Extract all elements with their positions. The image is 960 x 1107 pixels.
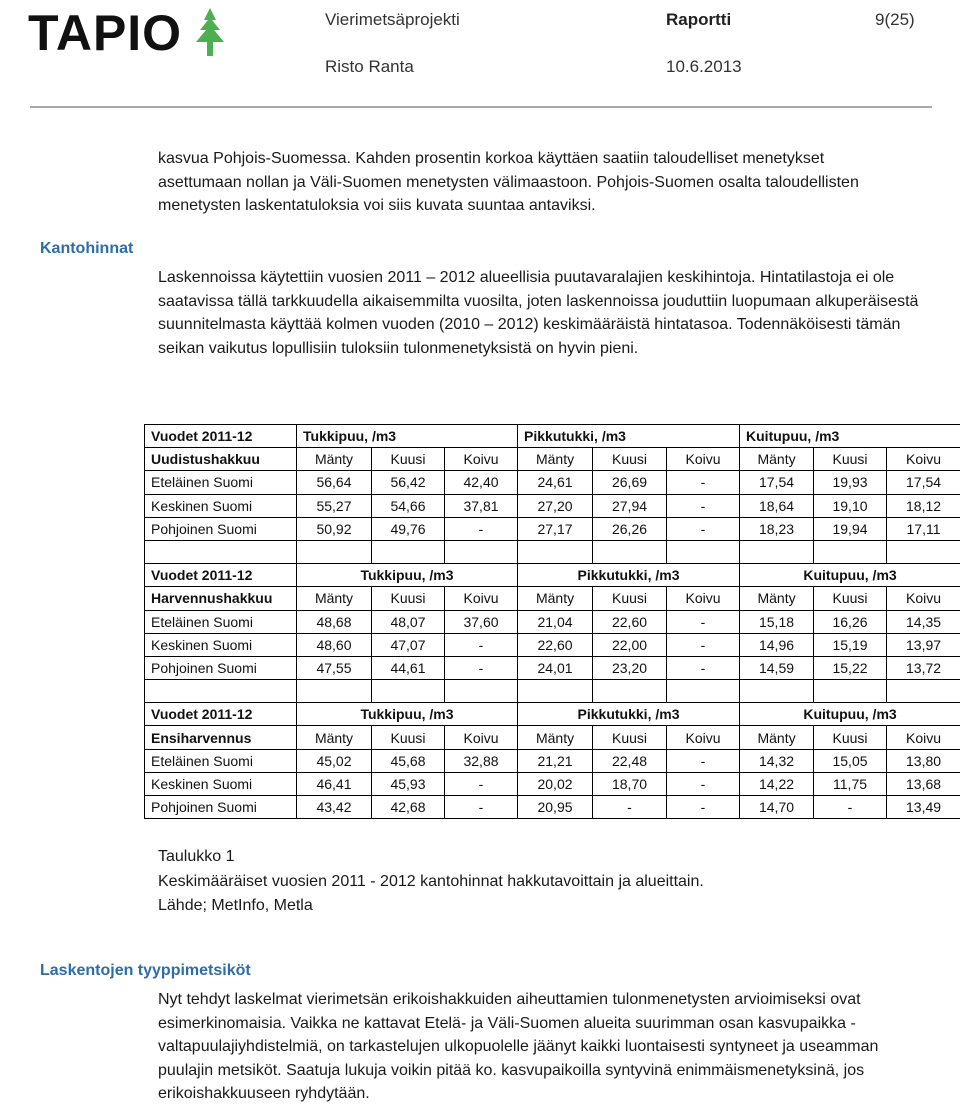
price-cell: 18,70 [593, 772, 667, 795]
year-label: Vuodet 2011-12 [145, 703, 297, 726]
price-cell: 19,94 [814, 517, 887, 540]
price-cell: 45,93 [372, 772, 445, 795]
price-cell: 47,07 [372, 633, 445, 656]
table-year-row [145, 703, 960, 726]
species-header: Kuusi [593, 587, 667, 610]
species-header: Koivu [667, 448, 740, 471]
table-row [145, 494, 960, 517]
species-header: Kuusi [814, 448, 887, 471]
region-cell: Keskinen Suomi [145, 772, 297, 795]
author-name: Risto Ranta [325, 57, 414, 76]
price-cell: 48,68 [297, 610, 372, 633]
price-cell: 14,59 [740, 656, 814, 679]
price-cell: 23,20 [593, 656, 667, 679]
species-header: Kuusi [372, 448, 445, 471]
price-cell: 15,19 [814, 633, 887, 656]
harvest-type-label: Harvennushakkuu [145, 587, 297, 610]
price-cell: 11,75 [814, 772, 887, 795]
price-cell: 15,18 [740, 610, 814, 633]
project-name: Vierimetsäprojekti [325, 10, 460, 29]
price-cell: - [667, 517, 740, 540]
section-heading-tyyppimetsikot: Laskentojen tyyppimetsiköt [40, 962, 251, 979]
region-cell: Keskinen Suomi [145, 494, 297, 517]
harvest-type-label: Uudistushakkuu [145, 448, 297, 471]
group-header: Pikkutukki, /m3 [518, 703, 740, 726]
price-cell: 50,92 [297, 517, 372, 540]
harvest-type-label: Ensiharvennus [145, 726, 297, 749]
species-header: Kuusi [814, 726, 887, 749]
intro-paragraph: kasvua Pohjois-Suomessa. Kahden prosentin korkoa käyttäen saatiin taloudelliset menetykset asettumaan nollan ja Väli-Suomen menetysten välimaastoon. Pohjois-Suomen osalta taloudellisten menetysten laskentatuloksia voi siis kuvata suuntaa antaviksi. [158, 150, 859, 214]
price-cell: 20,95 [518, 796, 593, 819]
price-cell: 13,72 [887, 656, 960, 679]
price-cell: 42,40 [445, 471, 518, 494]
table-caption [158, 845, 704, 919]
species-header: Mänty [518, 726, 593, 749]
price-cell: - [445, 656, 518, 679]
table-year-row [145, 564, 960, 587]
species-header: Koivu [667, 587, 740, 610]
price-cell: 17,54 [740, 471, 814, 494]
price-cell: 19,10 [814, 494, 887, 517]
header-divider [30, 106, 932, 108]
species-header: Koivu [887, 726, 960, 749]
table-row [145, 772, 960, 795]
table-row [145, 633, 960, 656]
price-cell: - [667, 471, 740, 494]
price-cell: 13,80 [887, 749, 960, 772]
table-row [145, 656, 960, 679]
price-cell: 45,02 [297, 749, 372, 772]
region-cell: Pohjoinen Suomi [145, 796, 297, 819]
species-header: Mänty [518, 587, 593, 610]
price-cell: 17,54 [887, 471, 960, 494]
price-cell: - [667, 494, 740, 517]
price-cell: 48,07 [372, 610, 445, 633]
price-cell: 14,35 [887, 610, 960, 633]
species-header: Koivu [445, 448, 518, 471]
table-row [145, 610, 960, 633]
price-cell: 14,96 [740, 633, 814, 656]
price-cell: 27,17 [518, 517, 593, 540]
price-cell: 55,27 [297, 494, 372, 517]
region-cell: Eteläinen Suomi [145, 749, 297, 772]
species-header: Koivu [667, 726, 740, 749]
species-header: Koivu [887, 587, 960, 610]
region-cell: Pohjoinen Suomi [145, 517, 297, 540]
group-header: Kuitupuu, /m3 [740, 564, 960, 587]
region-cell: Eteläinen Suomi [145, 610, 297, 633]
section-heading-kantohinnat: Kantohinnat [40, 240, 134, 257]
price-cell: 37,60 [445, 610, 518, 633]
species-header: Kuusi [814, 587, 887, 610]
species-header: Kuusi [593, 448, 667, 471]
price-cell: 22,60 [518, 633, 593, 656]
price-table [144, 424, 960, 819]
price-cell: - [667, 610, 740, 633]
price-cell: 13,97 [887, 633, 960, 656]
price-cell: 56,42 [372, 471, 445, 494]
species-header: Mänty [297, 448, 372, 471]
price-cell: - [445, 772, 518, 795]
price-cell: 15,05 [814, 749, 887, 772]
report-label: Raportti [666, 10, 732, 29]
price-cell: - [667, 656, 740, 679]
table-row [145, 796, 960, 819]
caption-text: Keskimääräiset vuosien 2011 - 2012 kantohinnat hakkutavoittain ja alueittain. [158, 872, 704, 890]
price-cell: - [667, 796, 740, 819]
caption-source: Lähde; MetInfo, Metla [158, 897, 313, 914]
group-header: Kuitupuu, /m3 [740, 703, 960, 726]
species-header: Mänty [740, 448, 814, 471]
price-cell: - [667, 633, 740, 656]
region-cell: Pohjoinen Suomi [145, 656, 297, 679]
caption-label: Taulukko 1 [158, 848, 235, 865]
logo-text: TAPIO [28, 5, 183, 61]
species-header: Kuusi [372, 587, 445, 610]
price-cell: 20,02 [518, 772, 593, 795]
year-label: Vuodet 2011-12 [145, 564, 297, 587]
price-cell: 48,60 [297, 633, 372, 656]
page-number: 9(25) [875, 10, 915, 29]
price-cell: 37,81 [445, 494, 518, 517]
group-header: Tukkipuu, /m3 [297, 703, 518, 726]
price-cell: 13,68 [887, 772, 960, 795]
price-cell: 26,26 [593, 517, 667, 540]
species-header: Mänty [740, 726, 814, 749]
price-cell: 24,61 [518, 471, 593, 494]
species-header: Mänty [297, 726, 372, 749]
group-header: Kuitupuu, /m3 [740, 425, 960, 448]
group-header: Tukkipuu, /m3 [297, 425, 518, 448]
price-cell: 26,69 [593, 471, 667, 494]
price-cell: 45,68 [372, 749, 445, 772]
price-cell: - [814, 796, 887, 819]
species-header: Mänty [297, 587, 372, 610]
group-header: Tukkipuu, /m3 [297, 564, 518, 587]
price-cell: 49,76 [372, 517, 445, 540]
price-cell: 47,55 [297, 656, 372, 679]
species-header: Mänty [518, 448, 593, 471]
price-cell: 13,49 [887, 796, 960, 819]
table-year-row [145, 425, 960, 448]
price-cell: 27,94 [593, 494, 667, 517]
table-species-row [145, 448, 960, 471]
species-header: Koivu [887, 448, 960, 471]
price-cell: 17,11 [887, 517, 960, 540]
price-cell: - [445, 633, 518, 656]
price-cell: 15,22 [814, 656, 887, 679]
price-cell: 18,64 [740, 494, 814, 517]
price-cell: 18,12 [887, 494, 960, 517]
price-cell: 18,23 [740, 517, 814, 540]
species-header: Koivu [445, 587, 518, 610]
price-cell: 21,04 [518, 610, 593, 633]
price-cell: 22,48 [593, 749, 667, 772]
price-cell: 43,42 [297, 796, 372, 819]
price-cell: 14,70 [740, 796, 814, 819]
price-cell: 44,61 [372, 656, 445, 679]
price-cell: 22,00 [593, 633, 667, 656]
price-cell: - [593, 796, 667, 819]
price-cell: 24,01 [518, 656, 593, 679]
price-cell: 16,26 [814, 610, 887, 633]
region-cell: Eteläinen Suomi [145, 471, 297, 494]
price-cell: 14,22 [740, 772, 814, 795]
table-spacer-row [145, 540, 960, 563]
table-row [145, 749, 960, 772]
price-cell: 56,64 [297, 471, 372, 494]
report-date: 10.6.2013 [666, 57, 742, 76]
table-species-row [145, 726, 960, 749]
table-species-row [145, 587, 960, 610]
species-header: Kuusi [593, 726, 667, 749]
table-row [145, 471, 960, 494]
tree-logo-icon [186, 6, 234, 58]
price-cell: 21,21 [518, 749, 593, 772]
group-header: Pikkutukki, /m3 [518, 425, 740, 448]
region-cell: Keskinen Suomi [145, 633, 297, 656]
species-header: Kuusi [372, 726, 445, 749]
price-cell: - [445, 796, 518, 819]
price-cell: 22,60 [593, 610, 667, 633]
price-cell: 54,66 [372, 494, 445, 517]
group-header: Pikkutukki, /m3 [518, 564, 740, 587]
price-cell: 19,93 [814, 471, 887, 494]
species-header: Koivu [445, 726, 518, 749]
species-header: Mänty [740, 587, 814, 610]
year-label: Vuodet 2011-12 [145, 425, 297, 448]
price-cell: 42,68 [372, 796, 445, 819]
table-spacer-row [145, 680, 960, 703]
price-cell: 14,32 [740, 749, 814, 772]
table-row [145, 517, 960, 540]
price-cell: - [667, 772, 740, 795]
kantohinnat-paragraph: Laskennoissa käytettiin vuosien 2011 – 2012 alueellisia puutavaralajien keskihintoja. Hintatilastoja ei ole saatavissa tällä tarkkuudella aikaisemmilta vuosilta, joten laskennoissa jouduttiin luopumaan alkuperäisestä suunnitelmasta käyttää kolmen vuoden (2010 – 2012) keskimääräistä hintatasoa. Todennäköisesti tämän seikan vaikutus lopullisiin tuloksiin tulonmenetyksistä on hyvin pieni. [158, 269, 919, 357]
price-cell: - [445, 517, 518, 540]
price-cell: 46,41 [297, 772, 372, 795]
tyyppimetsikot-paragraph: Nyt tehdyt laskelmat vierimetsän erikoishakkuiden aiheuttamien tulonmenetysten arvioimiseksi ovat esimerkinomaisia. Vaikka ne kattavat Etelä- ja Väli-Suomen alueita suurimman osan kasvupaikka -valtapuulajiyhdistelmiä, on tarkastelujen ulkopuolelle jäänyt kaikki luontaisesti syntyneet ja useamman puulajin metsiköt. Saatuja lukuja voikin pitää ko. kasvupaikoilla syntyvinä enimmäismenetyksinä, jos erikoishakkuuseen ryhdytään. [158, 991, 879, 1102]
tapio-logo [28, 5, 234, 61]
price-cell: 27,20 [518, 494, 593, 517]
price-cell: - [667, 749, 740, 772]
price-cell: 32,88 [445, 749, 518, 772]
